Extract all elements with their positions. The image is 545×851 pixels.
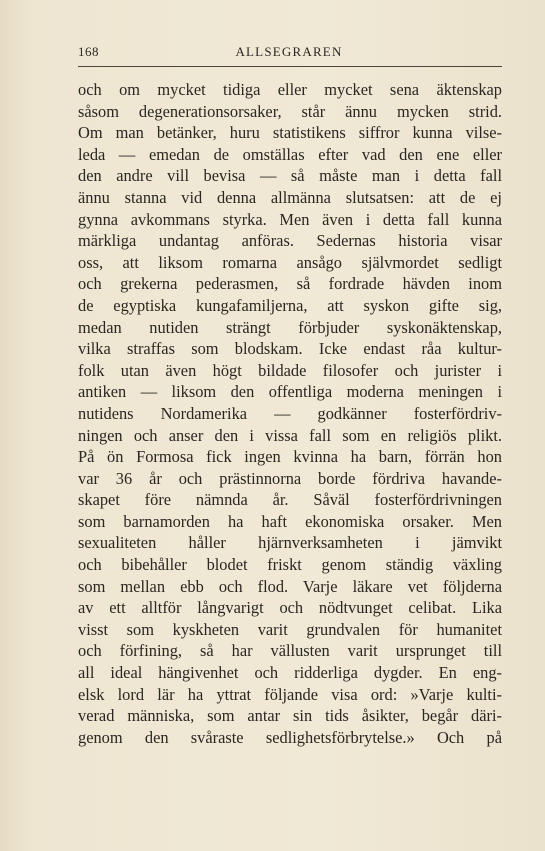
text-line: folk utan även högt bildade filosofer och jurister i [78, 360, 502, 380]
text-line: medan nutiden strängt förbjuder syskonäktenskap, [78, 317, 502, 337]
text-line: märkliga undantag anföras. Sedernas historia visar [78, 231, 502, 251]
text-line: och grekerna pederasmen, så fordrade hävden inom [78, 274, 502, 294]
text-line: var 36 år och prästinnorna borde fördriva havande- [78, 468, 502, 488]
text-line: den andre vill bevisa — så måste man i detta fall [78, 166, 502, 186]
page-header [78, 44, 500, 62]
text-line: leda — emedan de omställas efter vad den ene eller [78, 144, 502, 164]
header-rule [78, 66, 502, 67]
page-number: 168 [78, 44, 99, 59]
text-line: som mellan ebb och flod. Varje läkare vet följderna [78, 576, 502, 596]
text-line: och bibehåller blodet friskt genom ständig växling [78, 555, 502, 575]
text-line: visst som kyskheten varit grundvalen för humanitet [78, 619, 502, 639]
text-line: verad människa, som antar sin tids åsikter, begår däri- [78, 706, 502, 726]
text-line: och om mycket tidiga eller mycket sena äktenskap [78, 80, 502, 99]
text-line: av ett alltför långvarigt och nödtvunget celibat. Lika [78, 598, 502, 618]
text-line: de egyptiska kungafamiljerna, att syskon gifte sig, [78, 295, 502, 315]
text-line: all ideal hängivenhet och ridderliga dygder. En eng- [78, 663, 502, 683]
text-line: ningen och anser den i vissa fall som en religiös plikt. [78, 425, 502, 445]
text-line: såsom degenerationsorsaker, står ännu mycken strid. [78, 101, 502, 121]
body-text [78, 79, 502, 748]
text-line: sexualiteten håller hjärnverksamheten i jämvikt [78, 533, 502, 553]
text-line: vilka straffas som blodskam. Icke endast råa kultur- [78, 339, 502, 359]
text-line: Om man betänker, huru statistikens siffror kunna vilse- [78, 123, 502, 143]
text-line: och förfining, så har vällusten varit ursprunget till [78, 641, 502, 661]
running-head: ALLSEGRAREN [235, 44, 343, 59]
text-line: genom den svåraste sedlighetsförbrytelse.» Och på [78, 727, 502, 747]
text-line: gynna avkommans styrka. Men även i detta fall kunna [78, 209, 502, 229]
text-line: elsk lord lär ha yttrat följande visa ord: »Varje kulti- [78, 684, 502, 704]
text-line: skapet före nämnda år. Såväl fosterfördrivningen [78, 490, 502, 510]
text-line: nutidens Nordamerika — godkänner fosterfördriv- [78, 403, 502, 423]
text-line: antiken — liksom den offentliga moderna meningen i [78, 382, 502, 402]
text-line: På ön Formosa fick ingen kvinna ha barn, förrän hon [78, 447, 502, 467]
text-line: ännu stanna vid denna allmänna slutsatsen: att de ej [78, 187, 502, 207]
text-line: som barnamorden ha haft ekonomiska orsaker. Men [78, 511, 502, 531]
text-line: oss, att liksom romarna ansågo självmordet sedligt [78, 252, 502, 272]
